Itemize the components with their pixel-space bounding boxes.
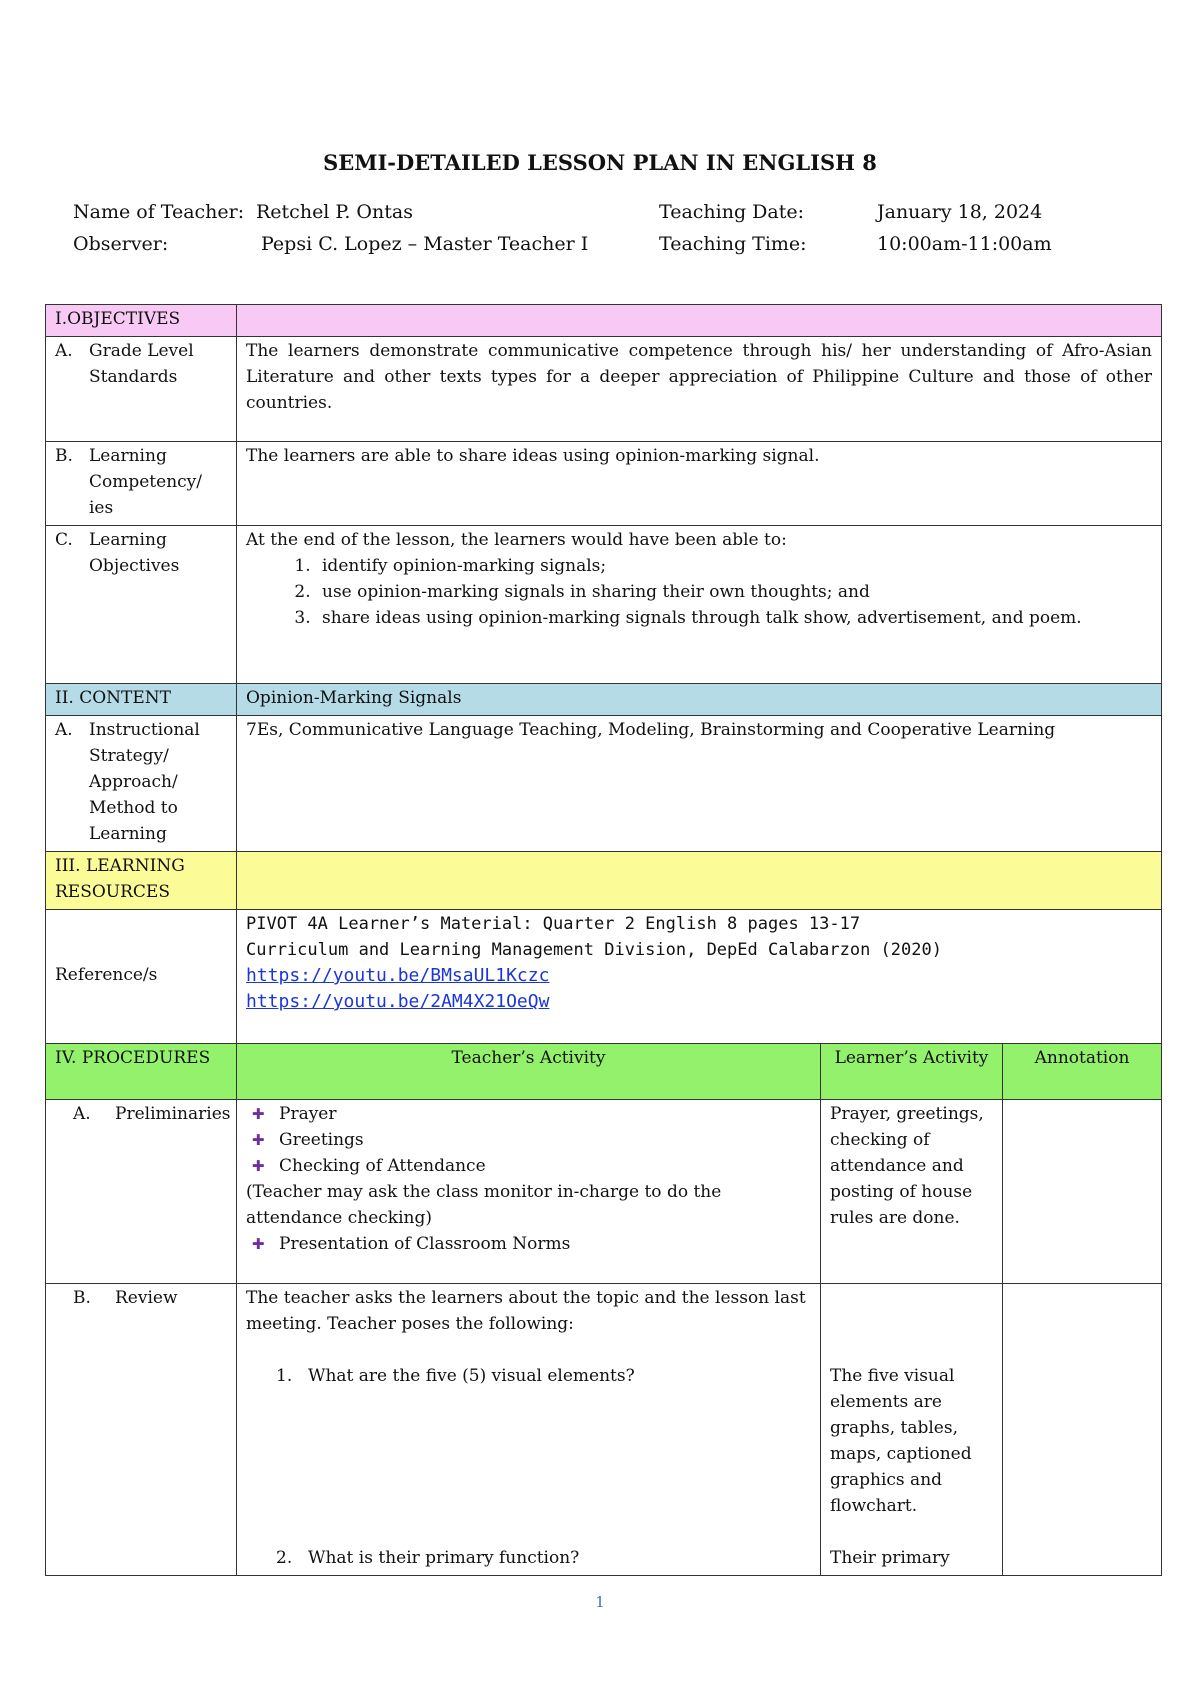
- review-answer-1: The five visual elements are graphs, tables, maps, captioned graphics and flowchart.: [830, 1366, 972, 1516]
- objectives-heading-fill: [237, 305, 1162, 337]
- list-item: 1. identify opinion-marking signals;: [316, 553, 1152, 579]
- teacher-label: Name of Teacher:: [73, 201, 245, 223]
- teacher-activity-header: Teacher’s Activity: [237, 1044, 821, 1100]
- learning-objectives-letter: C.: [55, 530, 73, 550]
- learning-objectives-label-cell: [46, 526, 237, 684]
- observer-label: Observer:: [73, 233, 169, 255]
- competency-label: Learning Competency/ ies: [89, 446, 202, 518]
- page-number: 1: [595, 1593, 605, 1611]
- teaching-date-value: January 18, 2024: [877, 201, 1043, 223]
- review-teacher-cell: [237, 1284, 821, 1576]
- objectives-header-row: [46, 305, 1162, 337]
- resources-header-row: [46, 852, 1162, 910]
- grade-level-label: Grade Level Standards: [89, 341, 194, 387]
- learning-objectives-cell: [237, 526, 1162, 684]
- preliminaries-teacher-cell: [237, 1100, 821, 1284]
- learning-objectives-intro: At the end of the lesson, the learners would have been able to:: [246, 530, 787, 550]
- arrow-bullet-icon: ✚: [252, 1131, 265, 1149]
- content-heading: II. CONTENT: [46, 684, 237, 716]
- learning-objectives-list: [246, 553, 1152, 631]
- resources-heading-fill: [237, 852, 1162, 910]
- competency-letter: B.: [55, 446, 73, 466]
- review-question-1: What are the five (5) visual elements?: [308, 1366, 635, 1386]
- strategy-label-cell: [46, 716, 237, 852]
- teaching-time-value: 10:00am-11:00am: [877, 233, 1052, 255]
- grade-level-row: [46, 337, 1162, 442]
- learning-objectives-row: [46, 526, 1162, 684]
- grade-level-letter: A.: [55, 341, 73, 361]
- arrow-bullet-icon: ✚: [252, 1157, 265, 1175]
- review-intro: The teacher asks the learners about the topic and the lesson last meeting. Teacher poses the following:: [246, 1288, 806, 1334]
- preliminaries-learner-cell: Prayer, greetings, checking of attendance and posting of house rules are done.: [821, 1100, 1003, 1284]
- page-title: SEMI-DETAILED LESSON PLAN IN ENGLISH 8: [323, 150, 877, 175]
- review-row: [46, 1284, 1162, 1576]
- objectives-heading: I.OBJECTIVES: [46, 305, 237, 337]
- grade-level-text: The learners demonstrate communicative competence through his/ her understanding of Afro-Asian Literature and other texts types for a deeper appreciation of Philippine Culture and those of other countries.: [237, 337, 1162, 442]
- preliminaries-letter: A.: [73, 1104, 91, 1124]
- reference-link-1[interactable]: https://youtu.be/BMsaUL1Kczc: [246, 965, 550, 986]
- grade-level-label-cell: [46, 337, 237, 442]
- strategy-row: [46, 716, 1162, 852]
- annotation-header: Annotation: [1003, 1044, 1162, 1100]
- review-label: Review: [115, 1288, 178, 1308]
- preliminaries-annotation-cell: [1003, 1100, 1162, 1284]
- list-item: 2. use opinion-marking signals in sharing their own thoughts; and: [316, 579, 1152, 605]
- arrow-bullet-icon: ✚: [252, 1235, 265, 1253]
- review-learner-cell: [821, 1284, 1003, 1576]
- reference-link-2[interactable]: https://youtu.be/2AM4X21OeQw: [246, 991, 550, 1012]
- list-item: Presentation of Classroom Norms: [279, 1234, 571, 1254]
- teacher-value: Retchel P. Ontas: [256, 201, 413, 223]
- reference-label: Reference/s: [46, 910, 237, 1044]
- competency-row: [46, 442, 1162, 526]
- review-label-cell: [46, 1284, 237, 1576]
- review-letter: B.: [73, 1288, 91, 1308]
- review-answer-2: Their primary: [830, 1548, 950, 1568]
- review-question-number: 1.: [276, 1366, 293, 1386]
- procedures-header-row: [46, 1044, 1162, 1100]
- list-item: 3. share ideas using opinion-marking signals through talk show, advertisement, and poem.: [316, 605, 1152, 631]
- strategy-label: Instructional Strategy/ Approach/ Method to Learning: [89, 720, 200, 844]
- teaching-date-label: Teaching Date:: [659, 201, 805, 223]
- preliminaries-note: (Teacher may ask the class monitor in-charge to do the attendance checking): [246, 1182, 722, 1228]
- preliminaries-label-cell: [46, 1100, 237, 1284]
- review-question-number: 2.: [276, 1548, 293, 1568]
- lesson-plan-table: [45, 304, 1162, 1576]
- list-item: Greetings: [279, 1130, 364, 1150]
- competency-text: The learners are able to share ideas using opinion-marking signal.: [237, 442, 1162, 526]
- learning-objectives-label: Learning Objectives: [89, 530, 180, 576]
- learner-activity-header: Learner’s Activity: [821, 1044, 1003, 1100]
- reference-line-2: Curriculum and Learning Management Division, DepEd Calabarzon (2020): [246, 940, 942, 960]
- teaching-time-label: Teaching Time:: [659, 233, 807, 255]
- strategy-text: 7Es, Communicative Language Teaching, Modeling, Brainstorming and Cooperative Learning: [237, 716, 1162, 852]
- observer-value: Pepsi C. Lopez – Master Teacher I: [261, 233, 589, 255]
- preliminaries-row: [46, 1100, 1162, 1284]
- preliminaries-label: Preliminaries: [115, 1104, 231, 1124]
- reference-line-1: PIVOT 4A Learner’s Material: Quarter 2 English 8 pages 13-17: [246, 914, 861, 934]
- content-topic: Opinion-Marking Signals: [237, 684, 1162, 716]
- competency-label-cell: [46, 442, 237, 526]
- reference-row: [46, 910, 1162, 1044]
- content-header-row: [46, 684, 1162, 716]
- reference-cell: [237, 910, 1162, 1044]
- arrow-bullet-icon: ✚: [252, 1105, 265, 1123]
- review-annotation-cell: [1003, 1284, 1162, 1576]
- list-item: Checking of Attendance: [279, 1156, 486, 1176]
- procedures-heading: IV. PROCEDURES: [46, 1044, 237, 1100]
- review-question-2: What is their primary function?: [308, 1548, 580, 1568]
- strategy-letter: A.: [55, 720, 73, 740]
- list-item: Prayer: [279, 1104, 337, 1124]
- resources-heading: III. LEARNING RESOURCES: [46, 852, 237, 910]
